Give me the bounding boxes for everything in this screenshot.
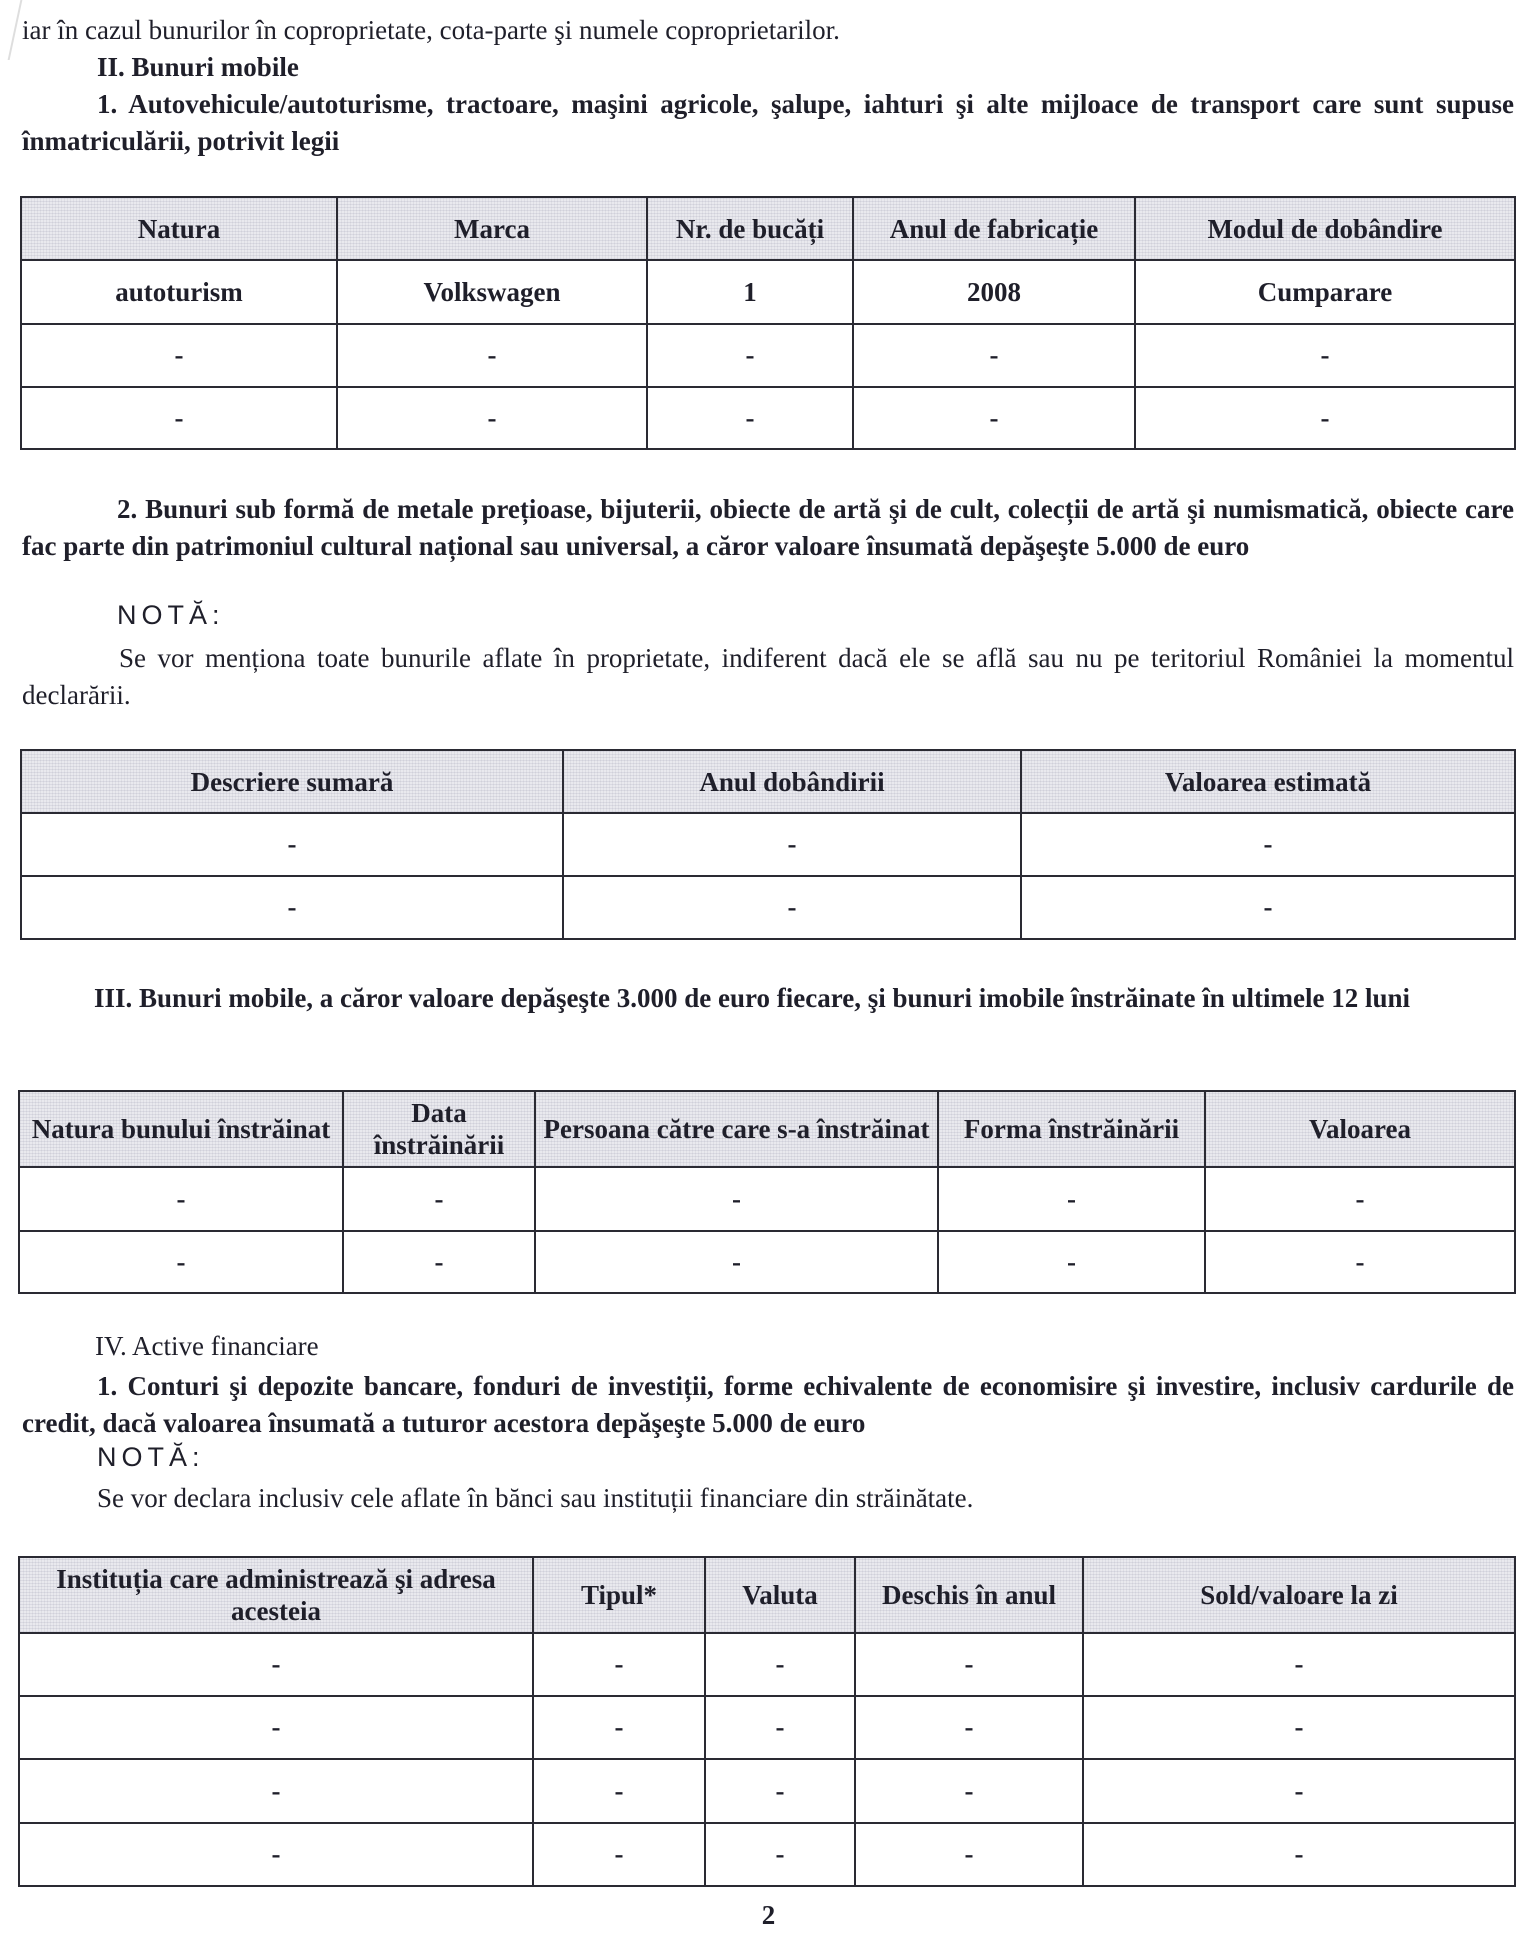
column-header: Valoarea [1205,1091,1515,1167]
column-header: Instituția care administrează şi adresa acesteia [19,1557,533,1633]
table-cell: - [21,324,337,387]
column-header: Nr. de bucăți [647,197,853,260]
section-4-title: IV. Active financiare [95,1331,319,1361]
table-cell: - [21,813,563,876]
table-cell: - [647,387,853,449]
table-cell: autoturism [21,260,337,324]
column-header: Anul dobândirii [563,750,1021,813]
table-cell: - [705,1759,855,1823]
table-cell: - [343,1167,535,1231]
table-cell: - [1135,324,1515,387]
column-header: Data înstrăinării [343,1091,535,1167]
column-header: Natura bunului înstrăinat [19,1091,343,1167]
column-header: Sold/valoare la zi [1083,1557,1515,1633]
column-header: Persoana către care s-a înstrăinat [535,1091,938,1167]
column-header: Marca [337,197,647,260]
table-cell: - [563,876,1021,939]
table-cell: - [343,1231,535,1293]
table-cell: - [533,1759,705,1823]
table-cell: - [1205,1167,1515,1231]
table-cell: - [1083,1759,1515,1823]
section-3-title: III. Bunuri mobile, a căror valoare depăşeşte 3.000 de euro fiecare, şi bunuri imobile înstrăinate în ultimele 12 luni [94,983,1411,1013]
table-cell: - [1021,813,1515,876]
nota-label: NOTĂ: [117,600,225,630]
table-row [19,1231,1515,1293]
table-cell: - [1083,1696,1515,1759]
column-header: Descriere sumară [21,750,563,813]
table-row [19,1696,1515,1759]
table-cell: Cumparare [1135,260,1515,324]
table-cell: - [21,387,337,449]
table-row [21,813,1515,876]
page-number: 2 [761,1900,776,1930]
table-cell: - [533,1696,705,1759]
table-cell: - [563,813,1021,876]
table-cell: - [19,1696,533,1759]
table-cell: - [855,1759,1083,1823]
table-cell: - [533,1823,705,1886]
table-cell: - [1135,387,1515,449]
column-header: Modul de dobândire [1135,197,1515,260]
table-cell: - [337,324,647,387]
table-cell: - [705,1696,855,1759]
table-cell: 2008 [853,260,1135,324]
table-row [19,1633,1515,1696]
table-cell: - [19,1167,343,1231]
table-cell: Volkswagen [337,260,647,324]
section-2-subsection-1-title: 1. Autovehicule/autoturisme, tractoare, maşini agricole, şalupe, iahturi şi alte mijloace de transport care sunt supuse înmatriculării, potrivit legii [22,89,1514,156]
table-cell: - [535,1231,938,1293]
table-cell: - [853,324,1135,387]
table-row [21,260,1515,324]
section-2-subsection-2-title: 2. Bunuri sub formă de metale prețioase, bijuterii, obiecte de artă şi de cult, colecții de artă şi numismatică, obiecte care fac parte din patrimoniul cultural național sau universal, a căror valoare însumată depăşeşte 5.000 de euro [22,494,1514,561]
column-header: Natura [21,197,337,260]
table-cell: - [855,1823,1083,1886]
table-cell: - [938,1231,1205,1293]
vehicles-table [20,196,1516,450]
table-row [19,1823,1515,1886]
table-cell: - [535,1167,938,1231]
table-cell: - [853,387,1135,449]
table-cell: - [19,1633,533,1696]
intro-line: iar în cazul bunurilor în coproprietate, cota-parte şi numele coproprietarilor. [22,15,840,45]
column-header: Forma înstrăinării [938,1091,1205,1167]
table-cell: - [1083,1633,1515,1696]
valuables-table [20,749,1516,940]
table-cell: - [19,1231,343,1293]
table-cell: - [1021,876,1515,939]
table-cell: - [938,1167,1205,1231]
column-header: Valuta [705,1557,855,1633]
table-cell: - [855,1633,1083,1696]
table-row [19,1167,1515,1231]
table-header-row [19,1091,1515,1167]
scan-edge-mark [0,0,22,60]
table-row [21,387,1515,449]
table-header-row [19,1557,1515,1633]
table-cell: - [705,1823,855,1886]
table-cell: 1 [647,260,853,324]
table-header-row [21,750,1515,813]
table-cell: - [647,324,853,387]
table-cell: - [533,1633,705,1696]
column-header: Valoarea estimată [1021,750,1515,813]
column-header: Anul de fabricație [853,197,1135,260]
nota-text: Se vor declara inclusiv cele aflate în bănci sau instituții financiare din străinătate. [97,1483,974,1513]
table-cell: - [21,876,563,939]
nota-text: Se vor menționa toate bunurile aflate în proprietate, indiferent dacă ele se află sau nu pe teritoriul României la momentul declarării. [22,643,1514,710]
table-cell: - [1083,1823,1515,1886]
alienated-assets-table [18,1090,1516,1294]
section-2-title: II. Bunuri mobile [97,52,299,82]
table-row [19,1759,1515,1823]
table-cell: - [855,1696,1083,1759]
table-row [21,876,1515,939]
table-cell: - [19,1759,533,1823]
table-cell: - [1205,1231,1515,1293]
table-cell: - [337,387,647,449]
table-cell: - [705,1633,855,1696]
financial-assets-table [18,1556,1516,1887]
section-4-subsection-1-title: 1. Conturi şi depozite bancare, fonduri de investiții, forme echivalente de economisire şi investire, inclusiv cardurile de credit, dacă valoarea însumată a tuturor acestora depăşeşte 5.000 de euro [22,1371,1514,1438]
column-header: Tipul* [533,1557,705,1633]
nota-label: NOTĂ: [97,1442,205,1472]
table-cell: - [19,1823,533,1886]
table-header-row [21,197,1515,260]
table-row [21,324,1515,387]
column-header: Deschis în anul [855,1557,1083,1633]
